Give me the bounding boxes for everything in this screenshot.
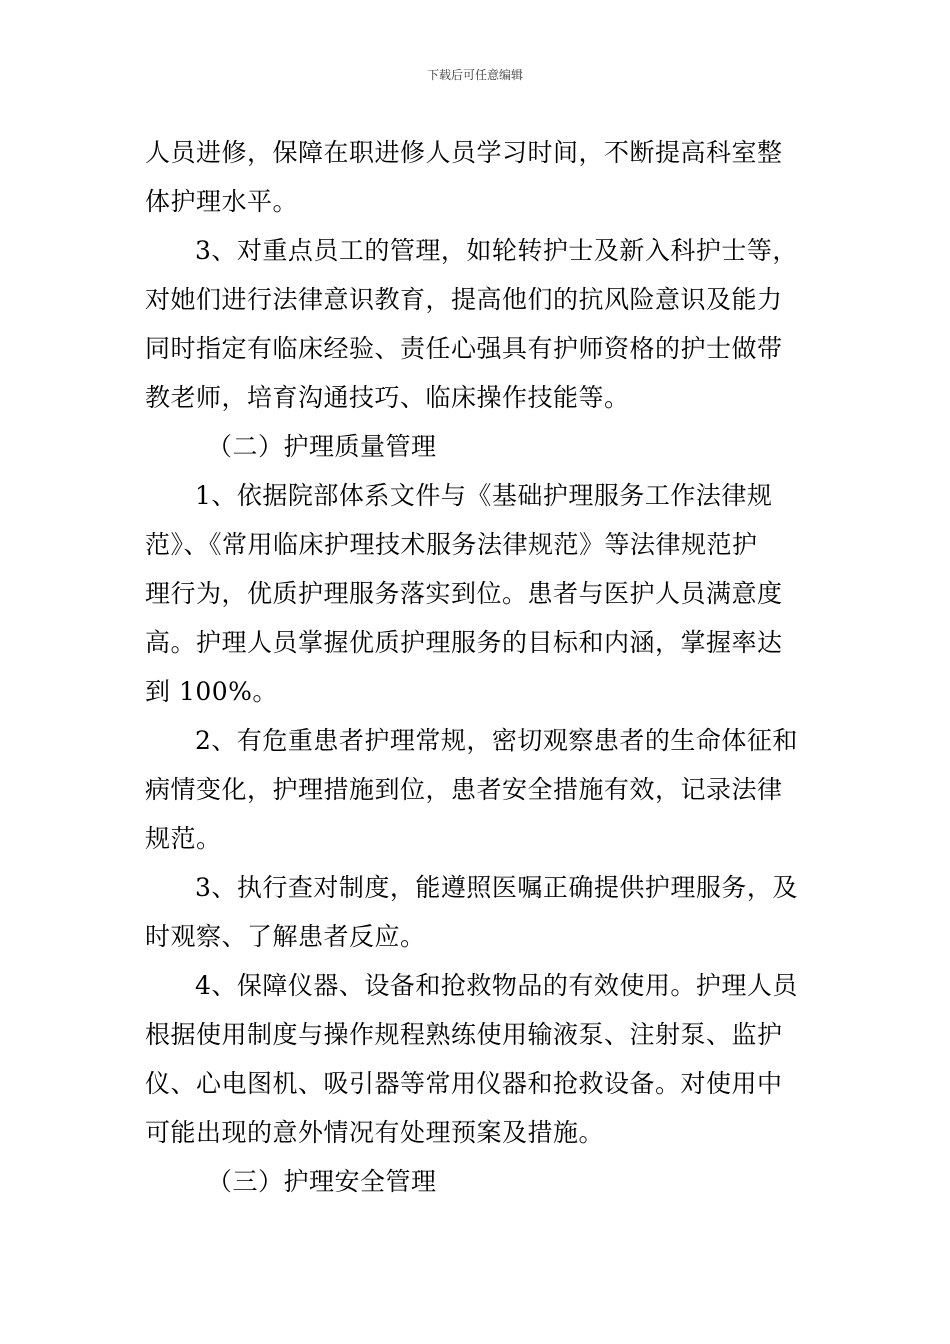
text-line: 体护理水平。	[145, 187, 299, 216]
text-line: 高。护理人员掌握优质护理服务的目标和内涵，掌握率达	[145, 628, 783, 657]
text-line: 3、执行查对制度，能遵照医嘱正确提供护理服务，及	[195, 873, 798, 902]
text-line: 理行为，优质护理服务落实到位。患者与医护人员满意度	[145, 579, 783, 608]
page-header: 下载后可任意编辑	[426, 68, 523, 82]
text-line: 教老师，培育沟通技巧、临床操作技能等。	[145, 383, 630, 412]
text-line: 3、对重点员工的管理，如轮转护士及新入科护士等，	[195, 236, 798, 265]
text-line: 对她们进行法律意识教育，提高他们的抗风险意识及能力	[145, 285, 783, 314]
document-body	[145, 128, 810, 1206]
text-line: 2、有危重患者护理常规，密切观察患者的生命体征和	[195, 726, 798, 755]
text-line: 时观察、了解患者反应。	[145, 922, 426, 951]
text-line: 仪、心电图机、吸引器等常用仪器和抢救设备。对使用中	[145, 1069, 783, 1098]
text-line: 到 100%。	[145, 677, 278, 706]
text-line: 根据使用制度与操作规程熟练使用输液泵、注射泵、监护	[145, 1020, 783, 1049]
text-line: 4、保障仪器、设备和抢救物品的有效使用。护理人员	[195, 971, 798, 1000]
text-line: 同时指定有临床经验、责任心强具有护师资格的护士做带	[145, 334, 783, 363]
text-line: 人员进修，保障在职进修人员学习时间，不断提高科室整	[145, 138, 783, 167]
text-line: 病情变化，护理措施到位，患者安全措施有效，记录法律	[145, 775, 783, 804]
section-heading: （三）护理安全管理	[207, 1167, 437, 1196]
text-line: 范》、《常用临床护理技术服务法律规范》等法律规范护	[145, 530, 758, 559]
text-line: 可能出现的意外情况有处理预案及措施。	[145, 1118, 605, 1147]
section-heading: （二）护理质量管理	[207, 432, 437, 461]
text-line: 1、依据院部体系文件与《基础护理服务工作法律规	[195, 481, 773, 510]
text-line: 规范。	[145, 824, 222, 853]
